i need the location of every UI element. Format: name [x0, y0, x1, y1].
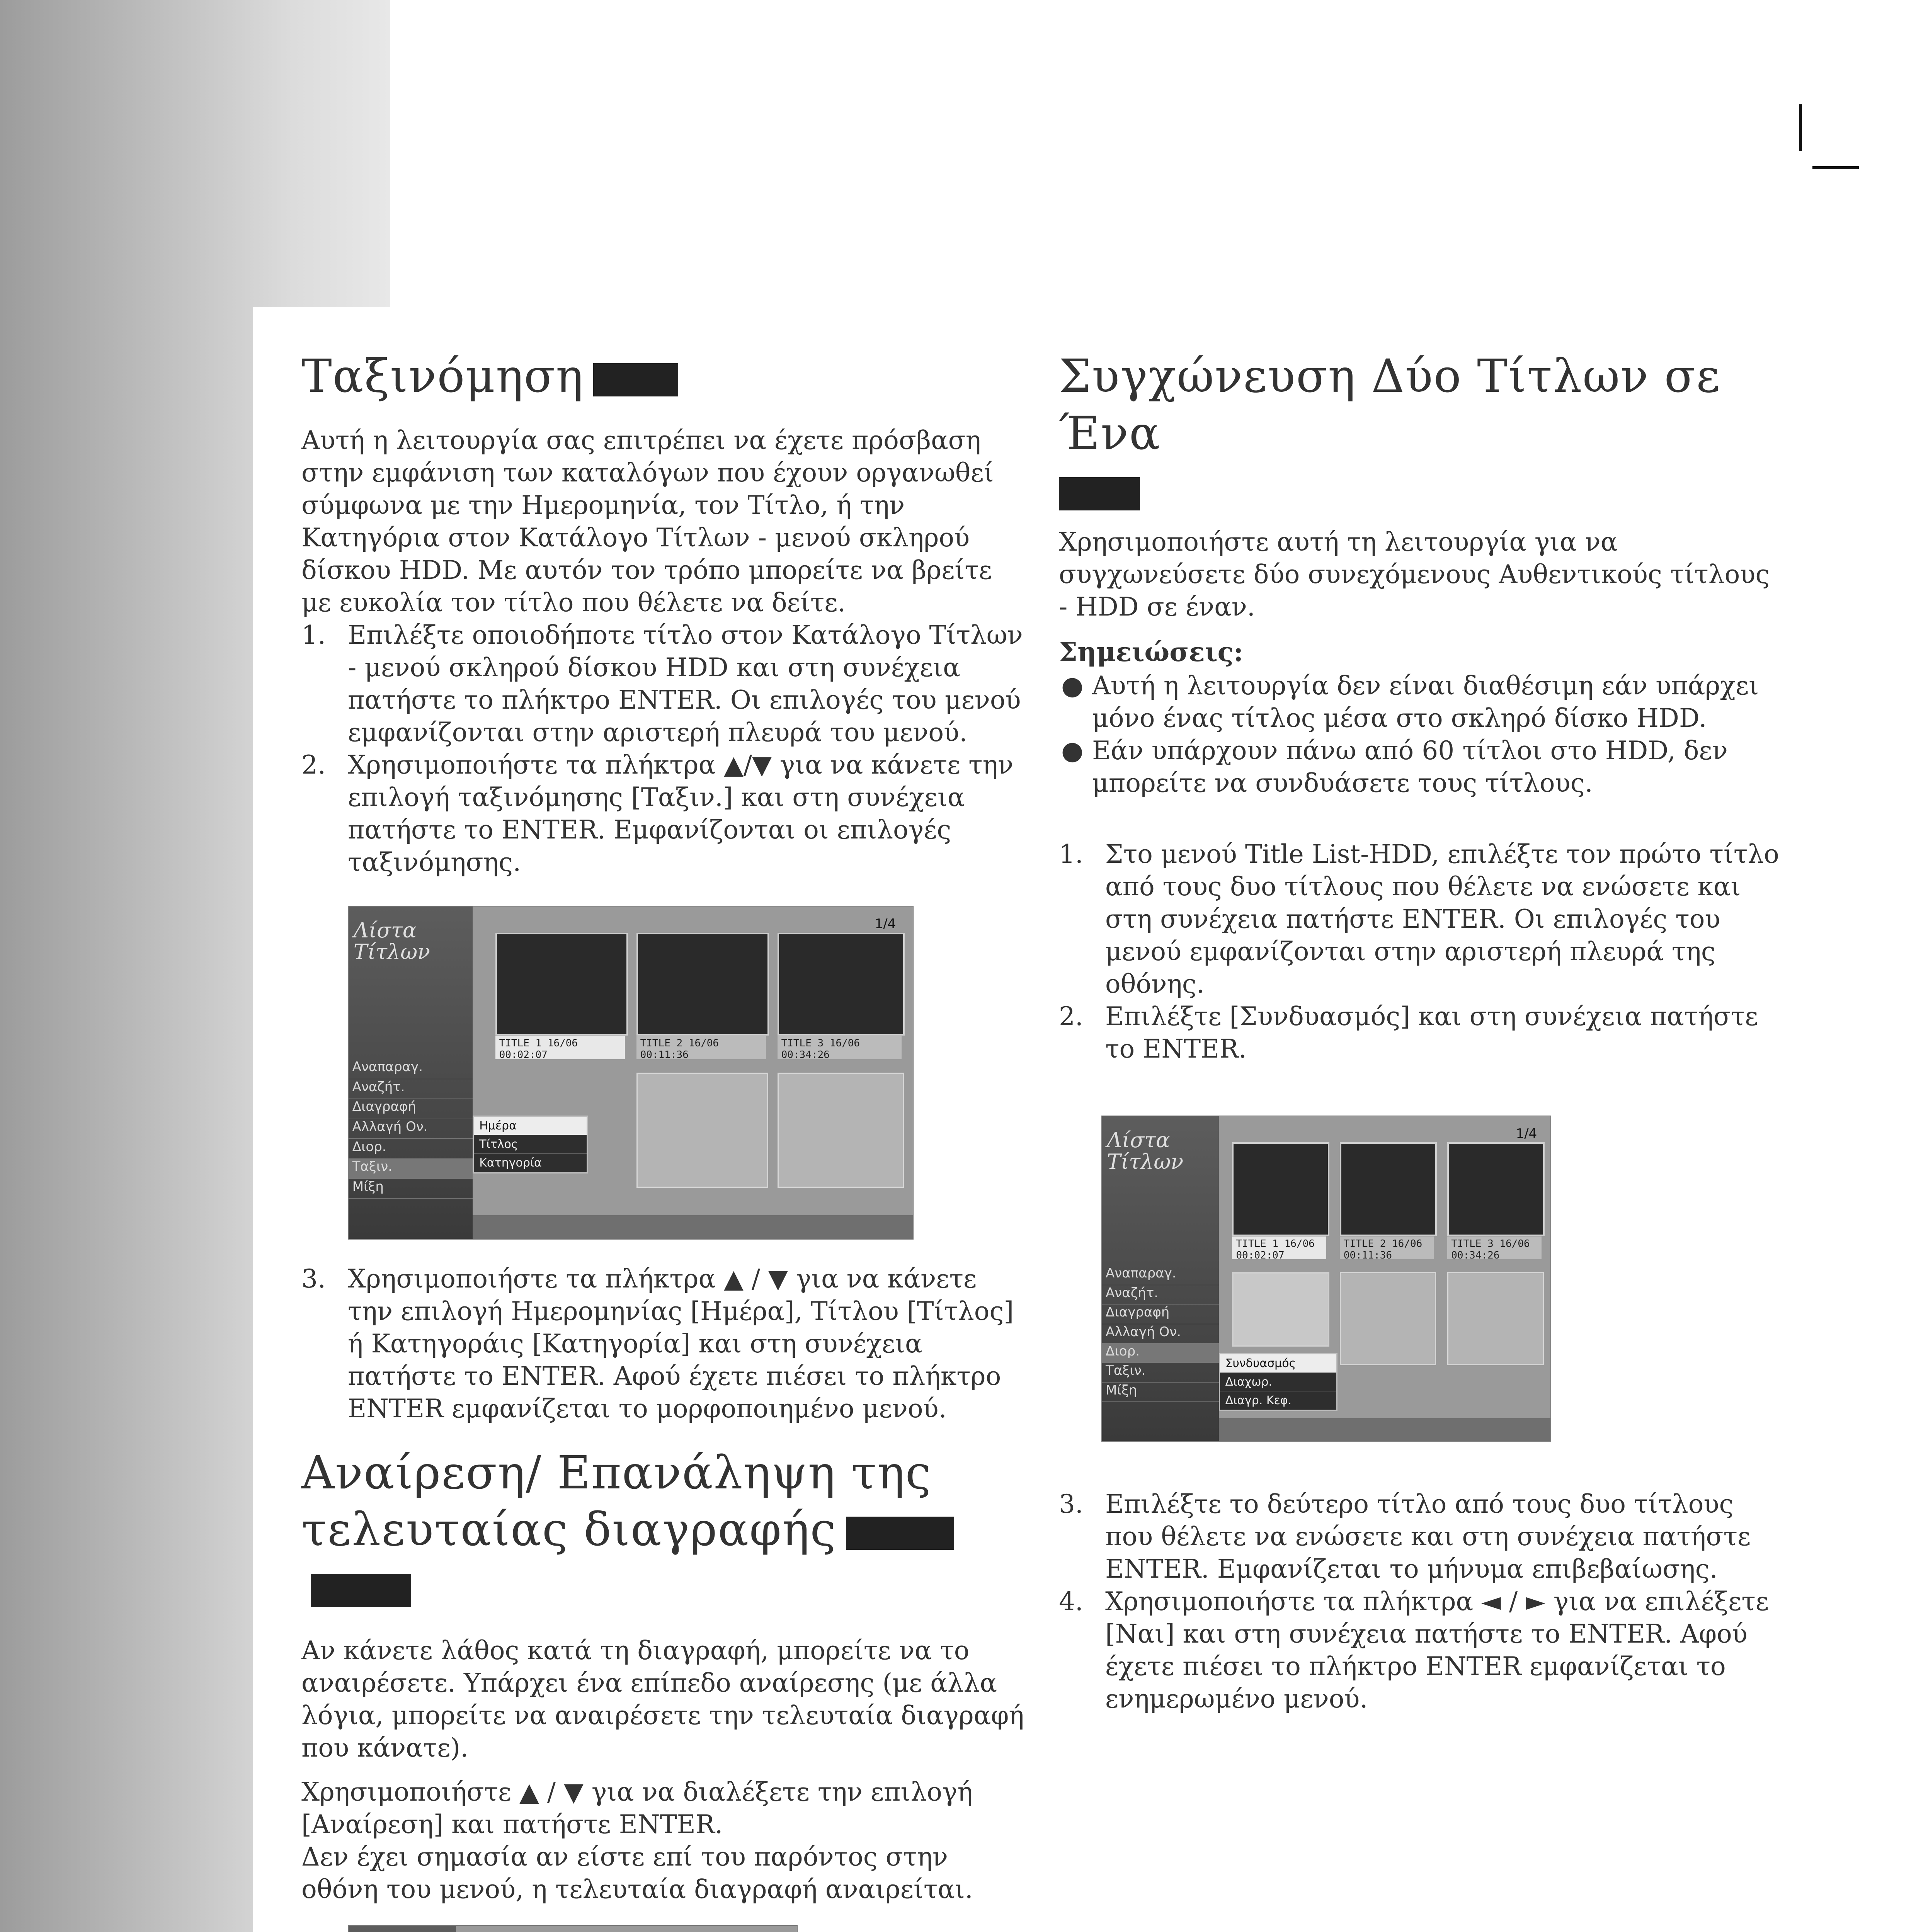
- menu-panel: [349, 1926, 456, 1932]
- format-badge: [846, 1517, 954, 1550]
- undo-para3: Δεν έχει σημασία αν είστε επί του παρόντος στην οθόνη του μενού, η τελευταία διαγραφή αναιρείται.: [301, 1842, 973, 1904]
- format-badge: [593, 363, 678, 396]
- sort-options-popup: [473, 1116, 588, 1173]
- sort-steps-b: [301, 1263, 1028, 1425]
- merge-steps-b: [1059, 1488, 1785, 1715]
- title-caption: TITLE 2 16/06 00:11:36: [636, 1036, 766, 1059]
- sort-heading: [301, 348, 1028, 405]
- sort-menu-screenshot: [348, 906, 914, 1240]
- menu-title: Λίστα Τίτλων: [1107, 1128, 1184, 1174]
- menu-item[interactable]: Αναζήτ.: [1102, 1285, 1219, 1304]
- step-item: 4. Χρησιμοποιήστε τα πλήκτρα ◄ / ► για να επιλέξετε [Ναι] και στη συνέχεια πατήστε το ENTER. Αφού έχετε πιέσει το πλήκτρο ENTER εμφανίζεται το ενημερωμένο μενού.: [1059, 1587, 1769, 1714]
- crop-mark: [1799, 104, 1802, 151]
- menu-item[interactable]: Αναπαραγ.: [349, 1059, 473, 1079]
- undo-title-line1: Αναίρεση/ Επανάληψη της: [301, 1446, 932, 1499]
- menu-item[interactable]: Διαγραφή: [349, 1099, 473, 1119]
- menu-item[interactable]: Διορ.: [349, 1139, 473, 1159]
- left-column: [301, 348, 1028, 1932]
- sort-steps-a: [301, 619, 1028, 879]
- popup-item[interactable]: Συνδυασμός: [1220, 1354, 1337, 1373]
- popup-item[interactable]: Διαχωρ.: [1220, 1373, 1337, 1391]
- crop-mark: [1812, 166, 1859, 169]
- menu-title: Λίστα Τίτλων: [353, 918, 430, 964]
- menu-item[interactable]: Ταξιν.: [1102, 1363, 1219, 1382]
- merge-notes-title: Σημειώσεις:: [1059, 637, 1244, 668]
- merge-intro: Χρησιμοποιήστε αυτή τη λειτουργία για να συγχωνεύσετε δύο συνεχόμενους Αυθεντικούς τίτλους - HDD σε έναν.: [1059, 527, 1770, 622]
- title-thumbnail[interactable]: [778, 933, 905, 1036]
- menu-item[interactable]: Αλλαγή Ον.: [349, 1119, 473, 1139]
- title-caption: TITLE 3 16/06 00:34:26: [1447, 1236, 1542, 1259]
- title-thumbnail[interactable]: [495, 933, 628, 1036]
- step-item: 1. Επιλέξτε οποιοδήποτε τίτλο στον Κατάλογο Τίτλων - μενού σκληρού δίσκου HDD και στη συνέχεια πατήστε το πλήκτρο ENTER. Οι επιλογές του μενού εμφανίζονται στην αριστερή πλευρά του μενού.: [301, 620, 1023, 747]
- format-badge: [1059, 477, 1140, 510]
- empty-slot: [636, 1073, 769, 1188]
- title-thumbnail[interactable]: [1447, 1142, 1545, 1236]
- step-item: 3. Επιλέξτε το δεύτερο τίτλο από τους δυο τίτλους που θέλετε να ενώσετε και στη συνέχεια πατήστε ENTER. Εμφανίζεται το μήνυμα επιβεβαίωσης.: [1059, 1489, 1751, 1584]
- empty-slot: [778, 1073, 904, 1188]
- menu-panel: [349, 906, 473, 1239]
- undo-heading: [301, 1444, 1028, 1616]
- step-item: 2. Χρησιμοποιήστε τα πλήκτρα ▲/▼ για να κάνετε την επιλογή ταξινόμησης [Ταξιν.] και στη συνέχεια πατήστε το ENTER. Εμφανίζονται οι επιλογές ταξινόμησης.: [301, 750, 1014, 877]
- menu-item[interactable]: Αναπαραγ.: [1102, 1265, 1219, 1285]
- merge-steps-a: [1059, 838, 1785, 1065]
- title-thumbnail[interactable]: [1232, 1272, 1329, 1347]
- title-caption: TITLE 3 16/06 00:34:26: [778, 1036, 902, 1059]
- step-item: 3. Χρησιμοποιήστε τα πλήκτρα ▲ / ▼ για να κάνετε την επιλογή Ημερομηνίας [Ημέρα], Τίτλου [Τίτλος] ή Κατηγοράις [Κατηγορία] και στη συνέχεια πατήστε το ENTER. Αφού έχετε πιέσει το πλήκτρο ENTER εμφανίζεται το μορφοποιημένο μενού.: [301, 1264, 1014, 1423]
- title-thumbnail[interactable]: [1340, 1142, 1437, 1236]
- sort-intro: Αυτή η λειτουργία σας επιτρέπει να έχετε πρόσβαση στην εμφάνιση των καταλόγων που έχουν οργανωθεί σύμφωνα με την Ημερομηνία, τον Τίτλο, ή την Κατηγόρια στον Κατάλογο Τίτλων - μενού σκληρού δίσκου HDD. Με αυτόν τον τρόπο μπορείτε να βρείτε με ευκολία τον τίτλο που θέλετε να δείτε.: [301, 425, 994, 617]
- menu-item[interactable]: Αλλαγή Ον.: [1102, 1324, 1219, 1344]
- empty-slot: [1340, 1272, 1436, 1365]
- note-item: ● Εάν υπάρχουν πάνω από 60 τίτλοι στο HDD, δεν μπορείτε να συνδυάσετε τους τίτλους.: [1061, 736, 1728, 798]
- menu-item-selected[interactable]: Διορ.: [1102, 1344, 1219, 1363]
- merge-heading: [1059, 348, 1785, 462]
- page-indicator: 1/4: [1516, 1126, 1537, 1142]
- note-item: ● Αυτή η λειτουργία δεν είναι διαθέσιμη εάν υπάρχει μόνο ένας τίτλος μέσα στο σκληρό δίσκο HDD.: [1061, 671, 1759, 733]
- menu-item[interactable]: Διαγραφή: [1102, 1304, 1219, 1324]
- menu-item[interactable]: Αναζήτ.: [349, 1079, 473, 1099]
- menu-panel: [1102, 1116, 1219, 1441]
- undo-para1: Αν κάνετε λάθος κατά τη διαγραφή, μπορείτε να το αναιρέσετε. Υπάρχει ένα επίπεδο αναίρεσης (με άλλα λόγια, μπορείτε να αναιρέσετε την τελευταία διαγραφή που κάνατε).: [301, 1636, 1024, 1763]
- title-caption: TITLE 1 16/06 00:02:07: [495, 1036, 625, 1059]
- merge-menu-screenshot: [1101, 1116, 1551, 1442]
- title-caption: TITLE 2 16/06 00:11:36: [1340, 1236, 1434, 1259]
- merge-options-popup: [1219, 1353, 1338, 1411]
- undo-para2: Χρησιμοποιήστε ▲ / ▼ για να διαλέξετε την επιλογή [Αναίρεση] και πατήστε ENTER.: [301, 1777, 973, 1839]
- menu-footer: [473, 1215, 913, 1238]
- empty-slot: [1447, 1272, 1544, 1365]
- menu-item[interactable]: Μίξη: [349, 1179, 473, 1199]
- menu-footer: [1219, 1418, 1550, 1441]
- step-item: 1. Στο μενού Title List-HDD, επιλέξτε τον πρώτο τίτλο από τους δυο τίτλους που θέλετε να ενώσετε και στη συνέχεια πατήστε ENTER. Οι επιλογές του μενού εμφανίζονται στην αριστερή πλευρά της οθόνης.: [1059, 839, 1779, 999]
- step-item: 2. Επιλέξτε [Συνδυασμός] και στη συνέχεια πατήστε το ENTER.: [1059, 1002, 1758, 1064]
- title-thumbnail[interactable]: [636, 933, 769, 1036]
- menu-item-selected[interactable]: Ταξιν.: [349, 1159, 473, 1179]
- popup-item[interactable]: Ημέρα: [474, 1117, 587, 1135]
- popup-item[interactable]: Διαγρ. Κεφ.: [1220, 1391, 1337, 1410]
- format-badge: [311, 1574, 411, 1607]
- sort-title: Ταξινόμηση: [301, 349, 584, 403]
- undo-title-line2: τελευταίας διαγραφής: [301, 1503, 837, 1556]
- title-caption: TITLE 1 16/06 00:02:07: [1232, 1236, 1326, 1259]
- right-column: [1059, 348, 1785, 1715]
- merge-title: Συγχώνευση Δύο Τίτλων σε Ένα: [1059, 349, 1721, 460]
- menu-item[interactable]: Μίξη: [1102, 1383, 1219, 1402]
- page-indicator: 1/4: [875, 916, 896, 932]
- merge-notes-list: [1059, 670, 1785, 799]
- undo-menu-screenshot: [348, 1925, 798, 1932]
- popup-item[interactable]: Τίτλος: [474, 1135, 587, 1154]
- popup-item[interactable]: Κατηγορία: [474, 1154, 587, 1172]
- title-thumbnail[interactable]: [1232, 1142, 1329, 1236]
